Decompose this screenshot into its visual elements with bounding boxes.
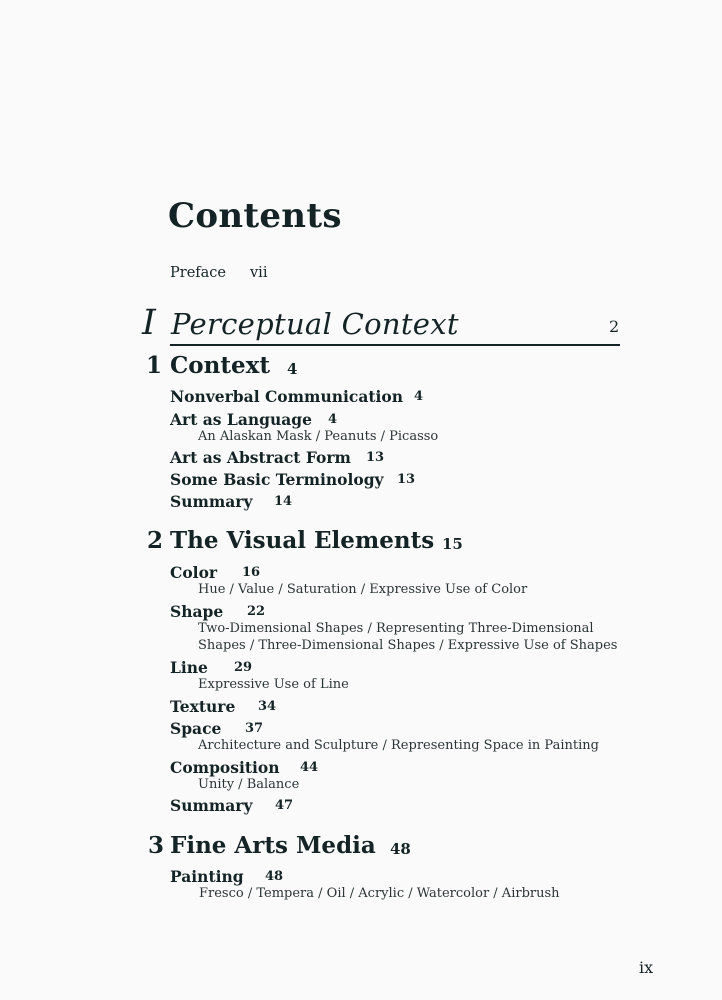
entry-label: Preface (170, 265, 226, 281)
part-title[interactable]: Perceptual Context (171, 307, 459, 341)
chapter-number: 1 (146, 352, 163, 379)
section-page: 48 (265, 869, 284, 884)
section-page: 34 (258, 699, 277, 714)
section-title[interactable]: Shape (170, 602, 224, 621)
entry-page: vii (249, 265, 268, 281)
section-page: 16 (242, 565, 261, 580)
section-page: 22 (247, 604, 266, 619)
toc-entry-preface[interactable] (170, 265, 267, 281)
chapter-page: 4 (287, 360, 298, 378)
section-page: 37 (245, 721, 264, 736)
section-page: 4 (414, 389, 424, 404)
section-title[interactable]: Painting (170, 867, 244, 886)
section-title[interactable]: Texture (170, 697, 236, 716)
section-page: 13 (366, 450, 385, 465)
section-page: 29 (234, 660, 253, 675)
part-numeral: I (142, 303, 156, 343)
chapter-title[interactable]: Fine Arts Media (170, 832, 376, 859)
chapter-number: 2 (147, 527, 164, 554)
section-subtopics: Fresco / Tempera / Oil / Acrylic / Watercolor / Airbrush (199, 886, 560, 901)
section-title[interactable]: Summary (170, 796, 253, 815)
chapter-page: 48 (390, 840, 411, 858)
section-page: 4 (328, 412, 338, 427)
section-title[interactable]: Line (170, 658, 208, 677)
section-title[interactable]: Space (170, 719, 222, 738)
section-page: 44 (300, 760, 319, 775)
section-title[interactable]: Composition (170, 758, 280, 777)
section-subtopics: Unity / Balance (198, 777, 300, 792)
part-divider (170, 344, 620, 346)
section-subtopics: Shapes / Three-Dimensional Shapes / Expressive Use of Shapes (198, 638, 618, 653)
section-page: 47 (275, 798, 294, 813)
section-title[interactable]: Summary (170, 492, 253, 511)
part-page: 2 (609, 317, 620, 336)
section-subtopics: An Alaskan Mask / Peanuts / Picasso (198, 429, 439, 444)
chapter-title[interactable]: Context (170, 352, 270, 379)
section-subtopics: Hue / Value / Saturation / Expressive Use of Color (198, 582, 528, 597)
section-title[interactable]: Art as Abstract Form (170, 448, 351, 467)
section-title[interactable]: Color (170, 563, 218, 582)
section-subtopics: Expressive Use of Line (198, 677, 349, 692)
section-subtopics: Two-Dimensional Shapes / Representing Three-Dimensional (198, 621, 594, 636)
section-title[interactable]: Nonverbal Communication (170, 387, 404, 406)
section-title[interactable]: Some Basic Terminology (170, 470, 384, 489)
section-title[interactable]: Art as Language (170, 410, 312, 429)
page-number: ix (639, 958, 654, 977)
section-subtopics: Architecture and Sculpture / Representing Space in Painting (198, 738, 599, 753)
section-page: 14 (274, 494, 293, 509)
page-title: Contents (168, 196, 342, 236)
chapter-title[interactable]: The Visual Elements (170, 527, 435, 554)
section-page: 13 (397, 472, 416, 487)
chapter-page: 15 (442, 535, 463, 553)
chapter-number: 3 (148, 832, 165, 859)
